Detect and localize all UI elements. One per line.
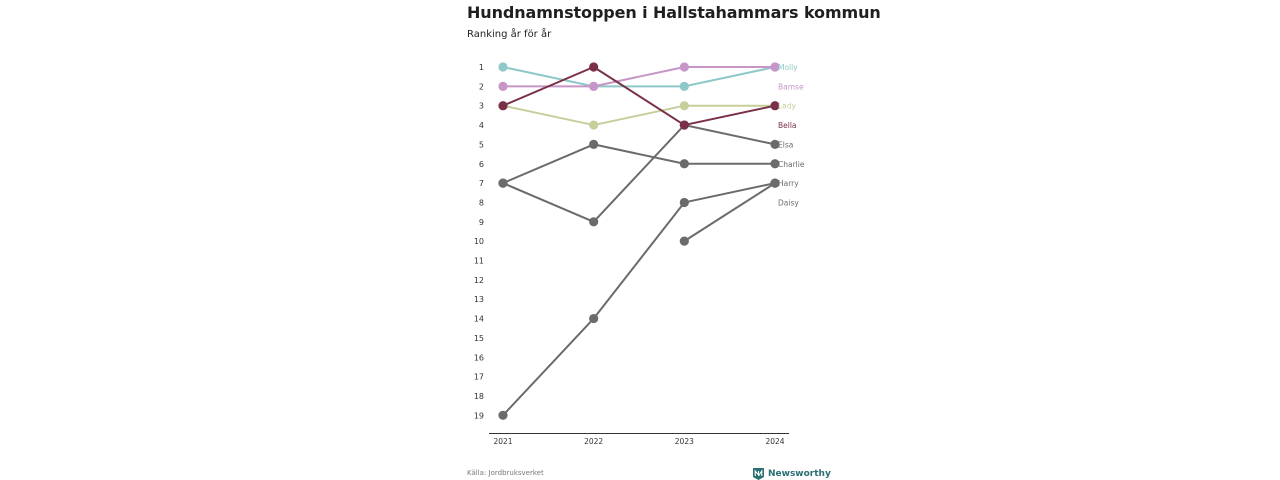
end-label-bamse: Bamse: [778, 82, 804, 92]
data-point-bamse: [680, 62, 689, 71]
y-axis-ticks: [474, 63, 484, 420]
y-tick-label: 11: [473, 256, 484, 266]
newsworthy-logo-icon: [753, 468, 764, 480]
series-line-harry: [503, 183, 775, 415]
series-lines: [503, 67, 775, 415]
data-point-bella: [498, 101, 507, 110]
end-label-daisy: Daisy: [778, 198, 799, 208]
data-point-lady: [680, 101, 689, 110]
data-point-elsa: [680, 159, 689, 168]
data-point-charlie: [589, 217, 598, 226]
y-tick-label: 18: [473, 391, 484, 401]
data-point-elsa: [589, 140, 598, 149]
end-label-elsa: Elsa: [778, 140, 794, 150]
x-tick-label: 2023: [674, 437, 694, 446]
chart-subtitle: Ranking år för år: [467, 29, 552, 40]
y-tick-label: 5: [478, 140, 484, 150]
y-tick-label: 3: [478, 101, 484, 111]
y-tick-label: 8: [478, 198, 484, 208]
data-point-bella: [589, 62, 598, 71]
series-line-elsa: [503, 144, 775, 183]
brand-name: Newsworthy: [768, 468, 831, 479]
brand-logo[interactable]: [753, 467, 831, 480]
data-point-bamse: [498, 82, 507, 91]
data-point-harry: [498, 411, 507, 420]
data-point-molly: [498, 62, 507, 71]
data-point-molly: [680, 82, 689, 91]
end-label-molly: Molly: [778, 63, 798, 72]
y-tick-label: 2: [478, 82, 484, 92]
y-tick-label: 7: [478, 179, 484, 189]
x-tick-label: 2021: [493, 437, 513, 446]
end-label-charlie: Charlie: [778, 159, 805, 169]
y-tick-label: 10: [473, 237, 484, 247]
end-label-harry: Harry: [778, 179, 799, 189]
y-tick-label: 15: [473, 333, 484, 343]
series-end-labels: [778, 63, 805, 207]
data-point-daisy: [680, 237, 689, 246]
x-tick-label: 2022: [584, 437, 604, 446]
y-tick-label: 17: [473, 372, 484, 382]
data-point-harry: [680, 198, 689, 207]
end-label-bella: Bella: [778, 121, 797, 131]
chart-title: Hundnamnstoppen i Hallstahammars kommun: [467, 3, 881, 22]
y-tick-label: 13: [473, 295, 484, 305]
source-note: Källa: Jordbruksverket: [467, 469, 544, 477]
series-line-charlie: [503, 125, 775, 222]
data-point-bamse: [589, 82, 598, 91]
y-tick-label: 14: [473, 314, 484, 324]
y-tick-label: 9: [478, 217, 484, 227]
data-point-bella: [680, 120, 689, 129]
y-tick-label: 19: [473, 411, 484, 421]
x-axis: [489, 434, 789, 447]
end-label-lady: Lady: [778, 101, 796, 111]
y-tick-label: 16: [473, 353, 484, 363]
y-tick-label: 4: [478, 121, 484, 131]
data-point-lady: [589, 120, 598, 129]
y-tick-label: 6: [478, 159, 484, 169]
x-tick-label: 2024: [765, 437, 785, 446]
y-tick-label: 1: [478, 63, 484, 72]
data-point-charlie: [498, 179, 507, 188]
y-tick-label: 12: [473, 275, 484, 285]
data-point-harry: [589, 314, 598, 323]
